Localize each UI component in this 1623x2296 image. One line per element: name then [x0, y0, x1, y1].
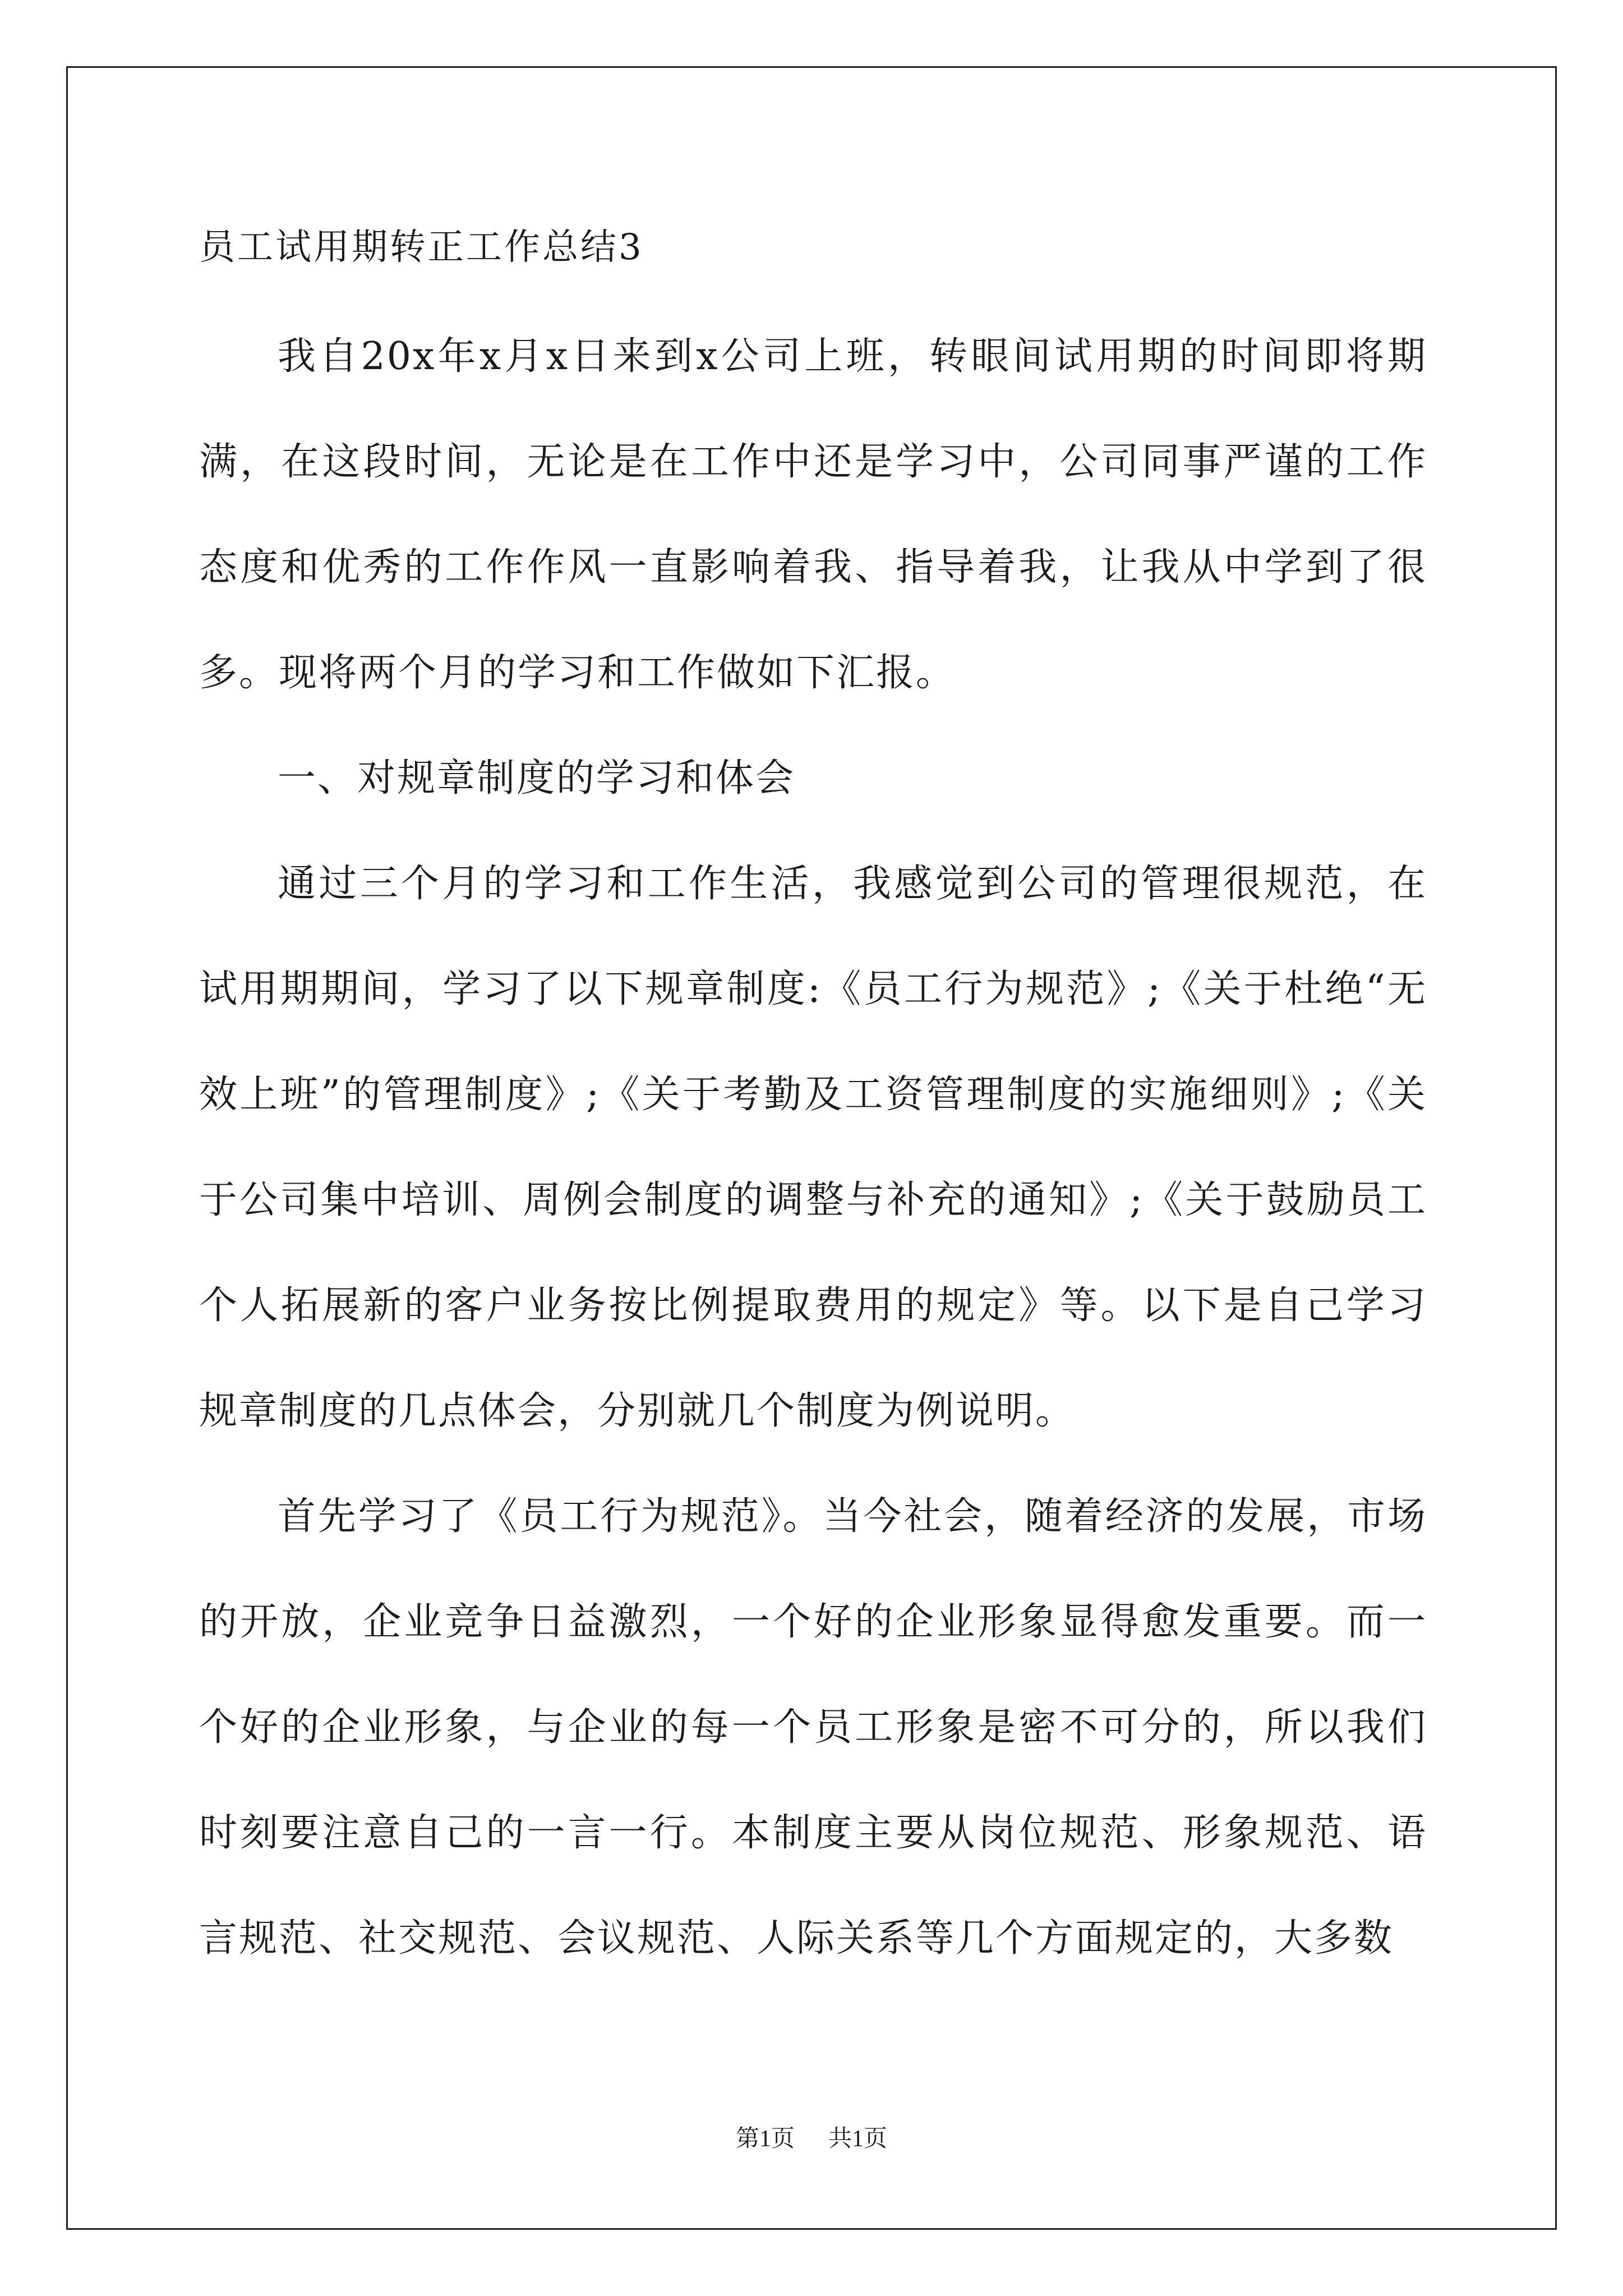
section-heading-1: 一、对规章制度的学习和体会: [278, 756, 796, 800]
document-title: 员工试用期转正工作总结3: [199, 227, 644, 268]
page-total: 共1页: [828, 2126, 888, 2152]
paragraph-regulations: 通过三个月的学习和工作生活，我感觉到公司的管理很规范，在试用期期间，学习了以下规章制度:《员工行为规范》;《关于杜绝“无效上班”的管理制度》;《关于考勤及工资管理制度的实施细则》;《关于公司集中培训、周例会制度的调整与补充的通知》;《关于鼓励员工个人拓展新的客户业务按比例提取费用的规定》等。以下是自己学习规章制度的几点体会，分别就几个制度为例说明。: [199, 862, 1427, 1433]
document-body: [199, 222, 1427, 1991]
paragraph-conduct: 首先学习了《员工行为规范》。当今社会，随着经济的发展，市场的开放，企业竞争日益激烈，一个好的企业形象显得愈发重要。而一个好的企业形象，与企业的每一个员工形象是密不可分的，所以我们时刻要注意自己的一言一行。本制度主要从岗位规范、形象规范、语言规范、社交规范、会议规范、人际关系等几个方面规定的，大多数: [199, 1494, 1427, 1961]
page-footer: [0, 2123, 1623, 2155]
paragraph-intro: 我自20x年x月x日来到x公司上班，转眼间试用期的时间即将期满，在这段时间，无论是在工作中还是学习中，公司同事严谨的工作态度和优秀的工作作风一直影响着我、指导着我，让我从中学到了很多。现将两个月的学习和工作做如下汇报。: [199, 334, 1427, 695]
page-number: 第1页: [735, 2126, 795, 2152]
